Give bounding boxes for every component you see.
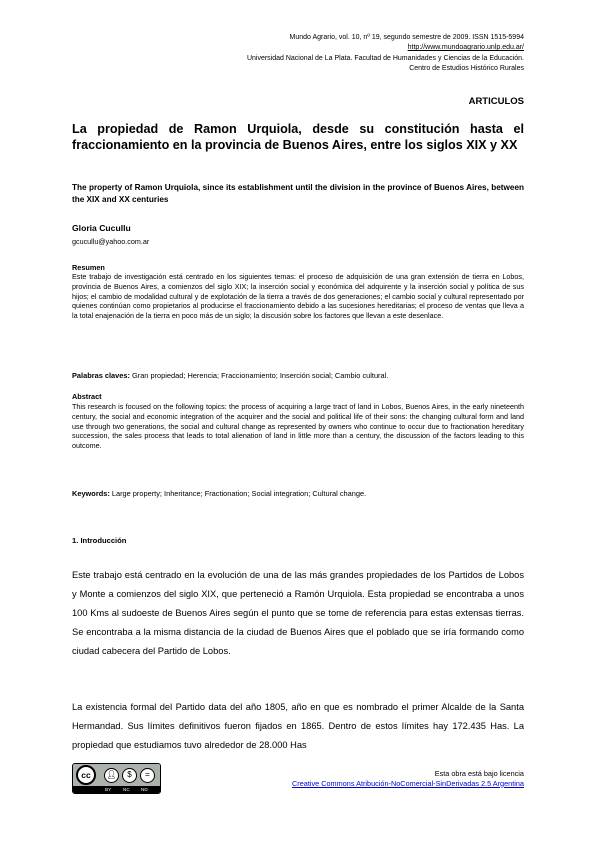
journal-citation: Mundo Agrario, vol. 10, nº 19, segundo semestre de 2009. ISSN 1515-5994	[289, 34, 524, 41]
body-paragraph-2: La existencia formal del Partido data del año 1805, año en que es nombrado el primer Alcalde de la Santa Hermandad. Sus límites definitivos fueron fijados en 1865. Dentro de estos límites hay 172.435 Has. La propiedad que estudiamos tuvo alrededor de 28.000 Has	[72, 702, 524, 750]
resumen-heading: Resumen	[72, 263, 105, 272]
journal-header	[72, 33, 524, 75]
license-link[interactable]: Creative Commons Atribución-NoComercial-SinDerivadas 2.5 Argentina	[292, 778, 524, 788]
section-label: ARTICULOS	[468, 96, 524, 107]
license-text: Esta obra está bajo licencia	[434, 769, 524, 778]
section-heading-introduccion: 1. Introducción	[72, 536, 127, 545]
keywords-english-label: Keywords:	[72, 489, 110, 498]
noncommercial-dollar-icon: $	[122, 768, 137, 783]
cc-by-label: BY	[105, 787, 112, 792]
article-title: La propiedad de Ramon Urquiola, desde su constitución hasta el fraccionamiento en la provincia de Buenos Aires, entre los siglos XIX y XX	[72, 122, 524, 153]
cc-nd-label: ND	[141, 787, 148, 792]
noderivatives-equals-icon: =	[140, 768, 155, 783]
body-paragraph-1: Este trabajo está centrado en la evolución de una de las más grandes propiedades de los Partidos de Lobos y Monte a comienzos del siglo XIX, que perteneció a Ramón Urquiola. Esta propiedad se encontraba a unos 100 Kms al sudoeste de Buenos Aires según el punto que se tome de referencia para estas extensas tierras. Se encontraba a la misma distancia de la ciudad de Buenos Aires que el poblado que se iría formando como ciudad cabecera del Partido de Lobos.	[72, 570, 524, 656]
institution-name: Universidad Nacional de La Plata. Facultad de Humanidades y Ciencias de la Educación.	[246, 54, 524, 62]
license-notice	[292, 769, 524, 788]
paper-page	[72, 0, 524, 842]
keywords-english-list: Large property; Inheritance; Fractionation; Social integration; Cultural change.	[109, 489, 367, 498]
author-email: gcucullu@yahoo.com.ar	[72, 237, 150, 246]
cc-logo-icon: cc	[76, 765, 96, 785]
page-footer	[72, 763, 524, 793]
research-center: Centro de Estudios Histórico Rurales	[409, 65, 524, 73]
abstract-heading: Abstract	[72, 392, 102, 401]
keywords-spanish	[72, 371, 524, 380]
article-subtitle-english: The property of Ramon Urquiola, since its establishment until the division in the province of Buenos Aires, between the XIX and XX centuries	[72, 183, 524, 205]
keywords-english	[72, 489, 524, 498]
author-name: Gloria Cucullu	[72, 223, 131, 233]
cc-badge-strip	[73, 786, 160, 793]
keywords-spanish-list: Gran propiedad; Herencia; Fraccionamiento; Inserción social; Cambio cultural.	[129, 371, 389, 380]
keywords-spanish-label: Palabras claves:	[72, 371, 130, 380]
journal-url-link[interactable]: http://www.mundoagrario.unlp.edu.ar/	[407, 44, 524, 52]
cc-nc-label: NC	[123, 787, 130, 792]
resumen-text: Este trabajo de investigación está centrado en los siguientes temas: el proceso de adquisición de una gran extensión de tierra en Lobos, provincia de Buenos Aires, a comienzos del siglo XIX; la inserción social y económica del adquirente y la inserción social y política de sus hijos; el cambio de modalidad cultural y de explotación de la tierra a través de dos generaciones; el cambio social y cultural representado por quienes continúan como propietarios al producirse el fraccionamiento debido a las sucesiones hereditarias; el proceso de ventas que lleva a la total enajenación de la tierra en poco más de un siglo; la discusión sobre los factores que llevan a este desenlace.	[72, 272, 524, 321]
abstract-text: This research is focused on the following topics: the process of acquiring a large tract of land in Lobos, Buenos Aires, in the early nineteenth century, the social and economic integration of the acquirer and the social and political life of their sons: the changing cultural form and land use through two generations, the social and cultural change as represented by owners who continue to occur due to fractionation hereditary succession, the sales process that leads to total alienation of land in little more than a century, the discussion of the factors leading to this outcome.	[72, 402, 524, 451]
attribution-person-icon: 👤︎	[104, 768, 119, 783]
creative-commons-badge[interactable]	[72, 763, 161, 794]
